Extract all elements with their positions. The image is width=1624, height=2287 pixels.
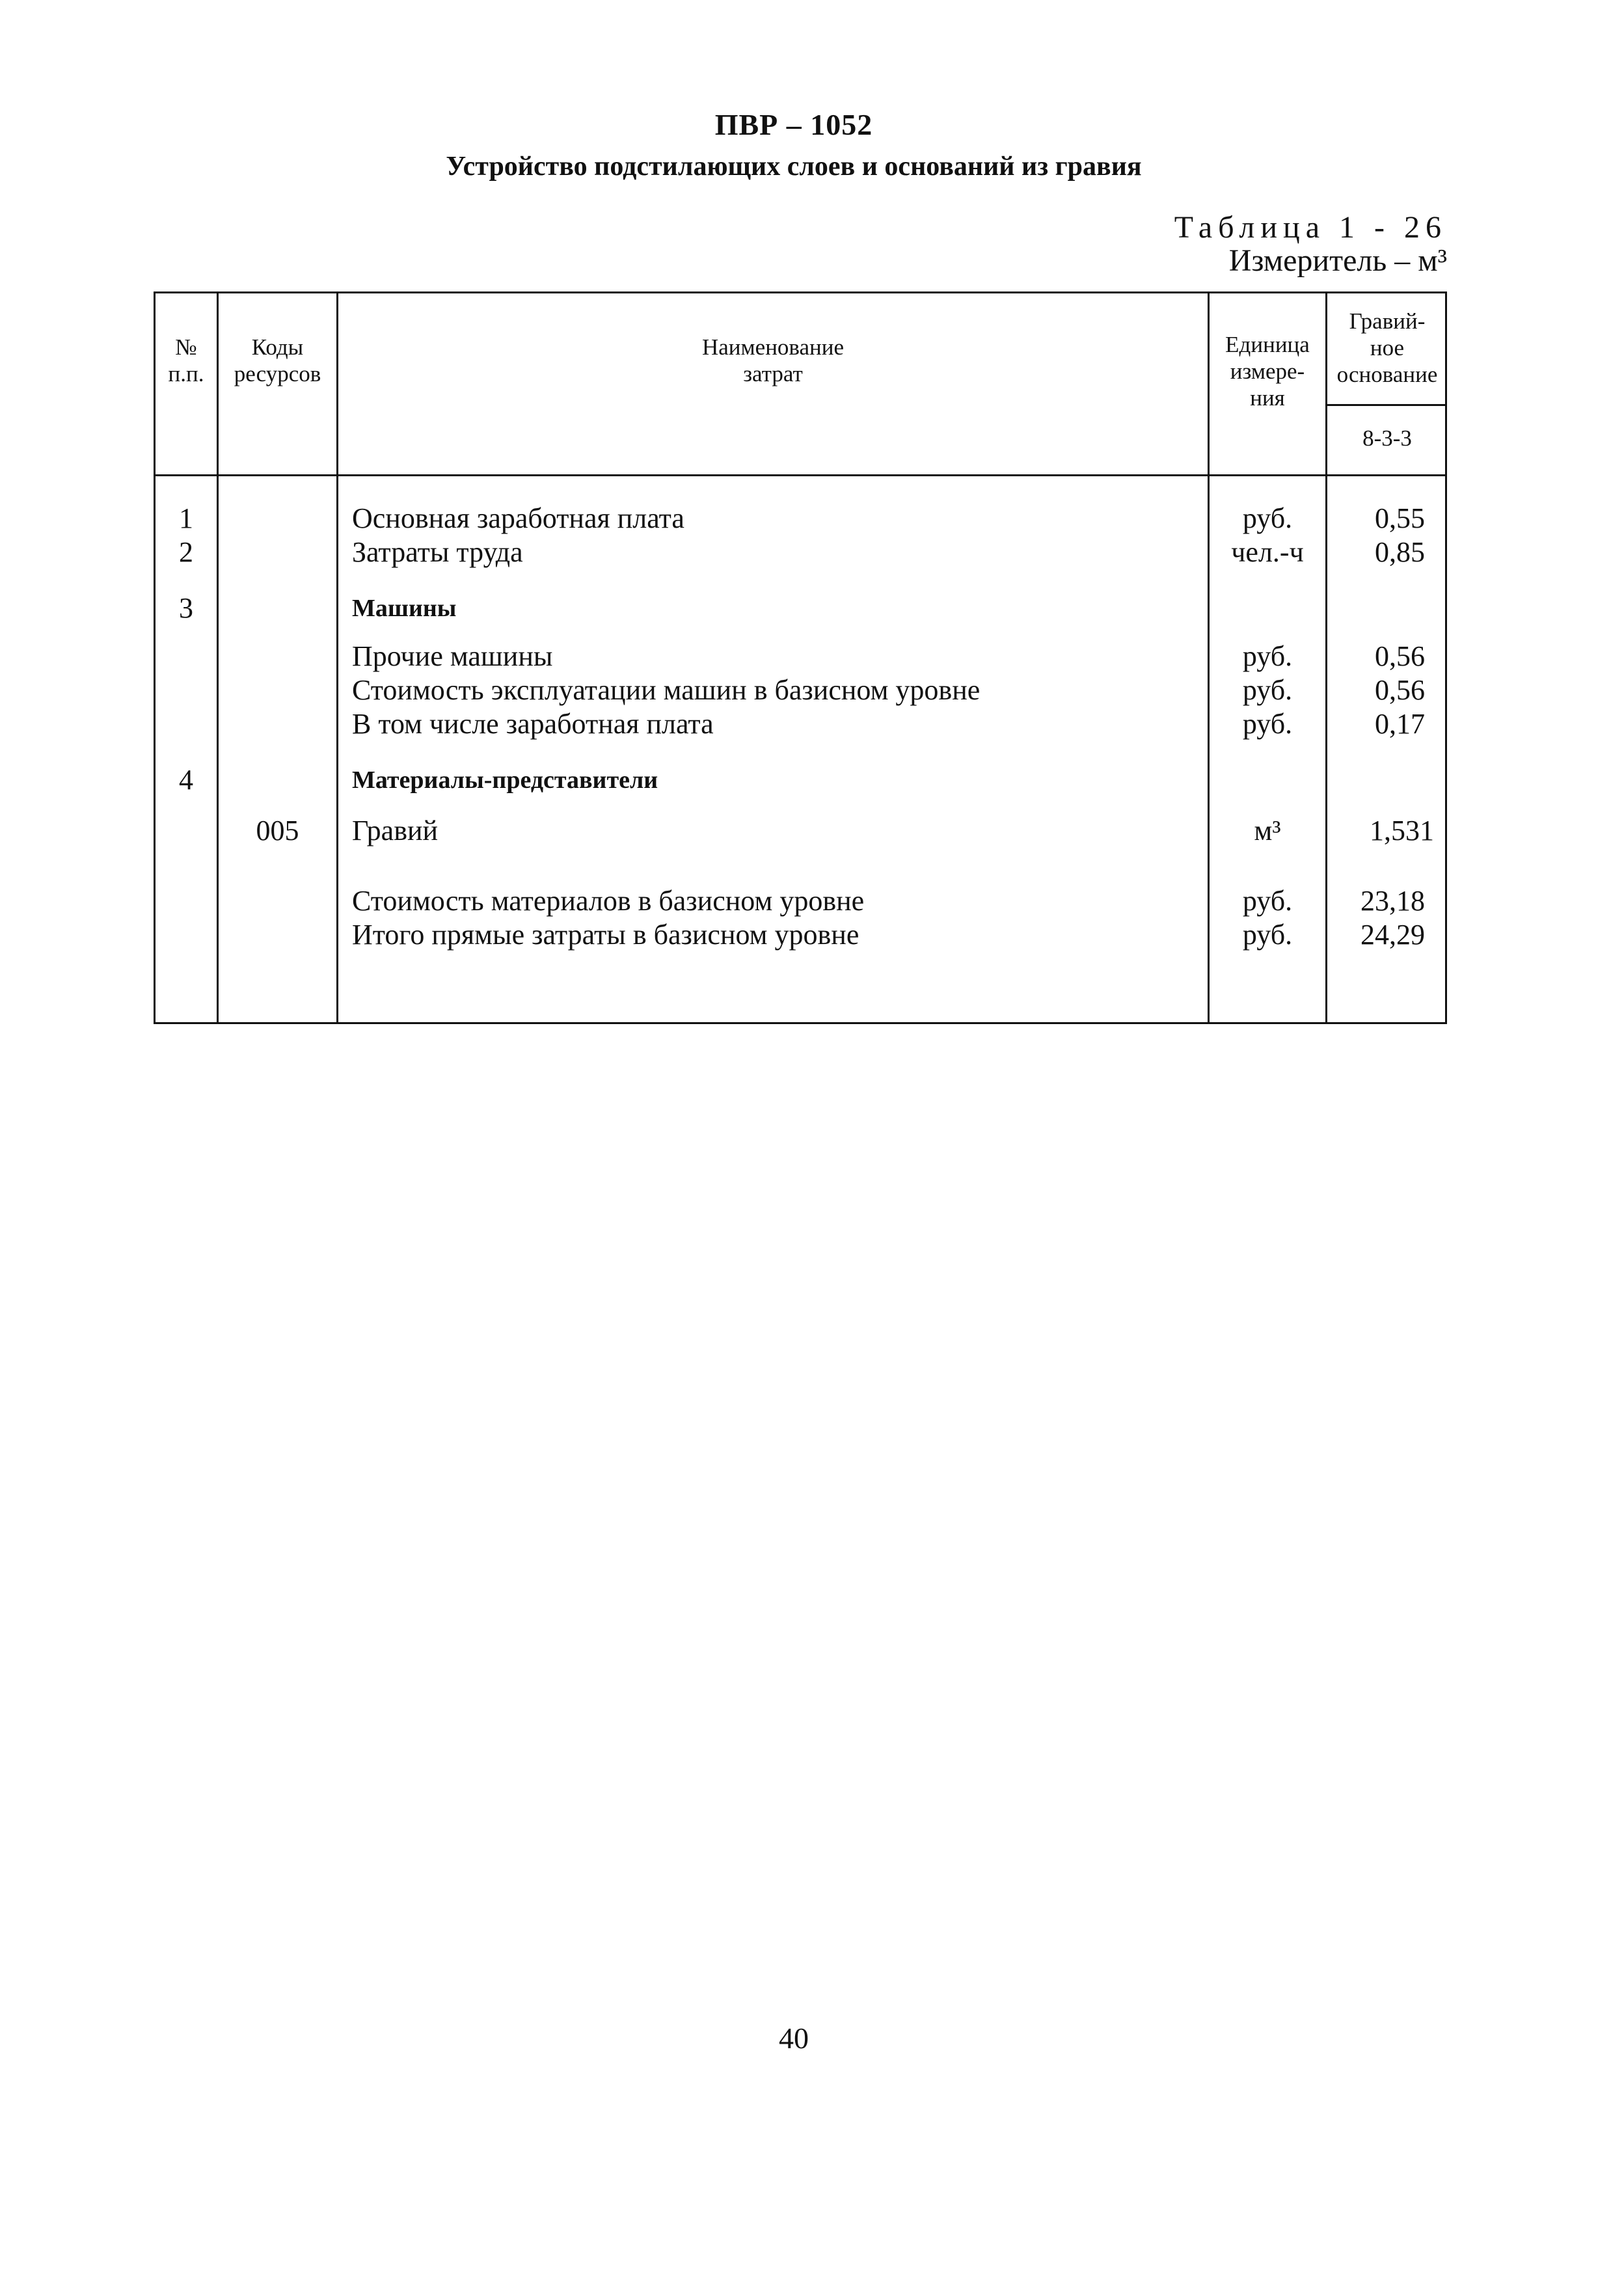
column-divider bbox=[336, 293, 338, 1022]
column-divider bbox=[217, 293, 219, 1022]
row-number: 2 bbox=[179, 536, 193, 568]
row-unit: чел.-ч bbox=[1231, 536, 1304, 568]
row-name: Итого прямые затраты в базисном уровне bbox=[352, 919, 859, 951]
cost-table bbox=[154, 291, 1447, 1024]
page-number: 40 bbox=[779, 2022, 809, 2055]
header-codes: Коды ресурсов bbox=[234, 334, 321, 386]
header-divider bbox=[156, 474, 1445, 476]
row-name: Гравий bbox=[352, 815, 439, 846]
document-code: ПВР – 1052 bbox=[714, 108, 873, 141]
header-unit: Единица измере- ния bbox=[1225, 332, 1310, 411]
row-unit: руб. bbox=[1242, 674, 1293, 706]
table-label: Таблица 1 - 26 bbox=[1174, 210, 1447, 245]
row-name: Стоимость материалов в базисном уровне bbox=[352, 885, 865, 917]
row-name: В том числе заработная плата bbox=[352, 708, 714, 740]
row-value: 0,17 bbox=[1375, 708, 1425, 740]
row-unit: руб. bbox=[1242, 885, 1293, 917]
row-name: Стоимость эксплуатации машин в базисном уровне bbox=[352, 674, 981, 706]
document-title: Устройство подстилающих слоев и оснований из гравия bbox=[446, 152, 1142, 182]
header-value-code: 8-3-3 bbox=[1362, 426, 1412, 451]
row-number: 1 bbox=[179, 502, 193, 534]
row-resource-code: 005 bbox=[256, 815, 299, 846]
row-value: 23,18 bbox=[1360, 885, 1425, 917]
row-name: Затраты труда bbox=[352, 536, 523, 568]
row-unit: руб. bbox=[1242, 919, 1293, 951]
row-value: 1,531 bbox=[1370, 815, 1434, 846]
row-value: 0,85 bbox=[1375, 536, 1425, 568]
subheader-divider bbox=[1325, 404, 1445, 406]
row-unit: руб. bbox=[1242, 640, 1293, 672]
row-unit: руб. bbox=[1242, 502, 1293, 534]
row-value: 0,56 bbox=[1375, 674, 1425, 706]
row-name: Прочие машины bbox=[352, 640, 553, 672]
header-value: Гравий- ное основание bbox=[1336, 308, 1438, 387]
row-value: 0,55 bbox=[1375, 502, 1425, 534]
row-name: Основная заработная плата bbox=[352, 502, 684, 534]
row-number: 3 bbox=[179, 592, 193, 624]
row-unit: м³ bbox=[1254, 815, 1281, 846]
row-value: 0,56 bbox=[1375, 640, 1425, 672]
header-num: № п.п. bbox=[168, 334, 204, 386]
row-section-title: Материалы-представители bbox=[352, 766, 658, 794]
row-number: 4 bbox=[179, 764, 193, 796]
row-unit: руб. bbox=[1242, 708, 1293, 740]
unit-label: Измеритель – м³ bbox=[1228, 243, 1447, 278]
row-section-title: Машины bbox=[352, 595, 457, 622]
header-name: Наименование затрат bbox=[701, 334, 845, 386]
row-value: 24,29 bbox=[1360, 919, 1425, 951]
